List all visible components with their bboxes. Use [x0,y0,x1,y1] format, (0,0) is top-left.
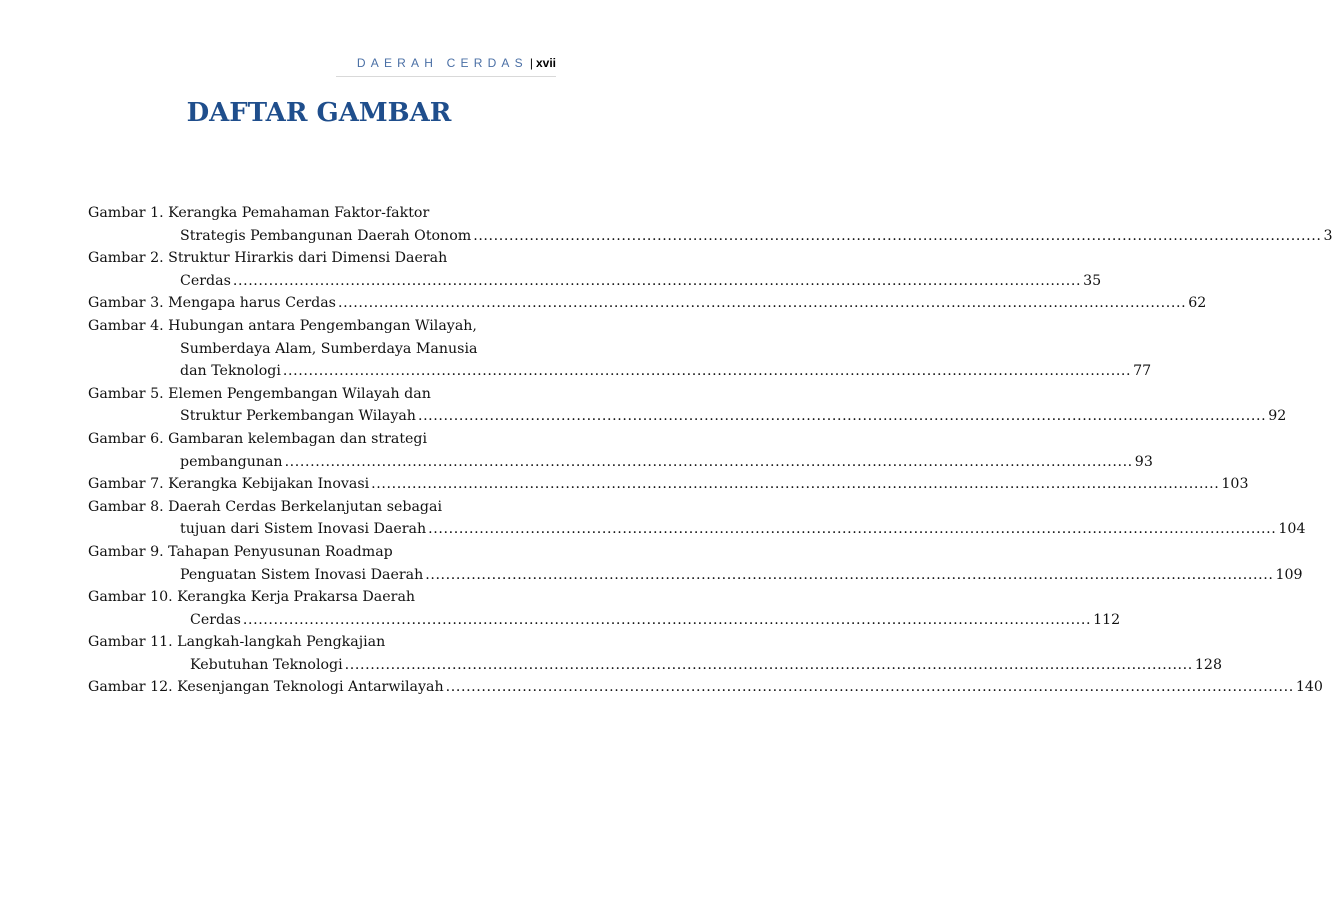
leader-dots [283,360,1131,383]
entry-title-continued: tujuan dari Sistem Inovasi Daerah [180,521,427,538]
entry-title-continued: pembangunan [180,453,283,470]
list-item[interactable] [88,541,556,564]
entry-page: 77 [1133,363,1152,380]
entry-label: Gambar 4. [88,317,164,334]
page-title: DAFTAR GAMBAR [186,98,452,128]
list-item[interactable] [88,247,556,270]
list-item[interactable] [88,676,1323,699]
entry-title: Elemen Pengembangan Wilayah dan [168,385,431,402]
entry-label: Gambar 8. [88,498,164,515]
entry-label: Gambar 3. [88,295,164,312]
entry-page: 140 [1295,679,1323,696]
list-item[interactable] [88,202,556,225]
list-item[interactable] [88,473,1249,496]
leader-dots [285,451,1133,474]
list-item-continuation[interactable] [88,225,1332,248]
list-item[interactable] [88,383,556,406]
entry-page: 104 [1278,521,1306,538]
entry-page: 109 [1275,566,1303,583]
leader-dots [425,564,1273,587]
entry-title-continued: dan Teknologi [180,363,281,380]
list-item[interactable] [88,315,556,338]
leader-dots [418,405,1266,428]
header-rule [336,76,556,77]
leader-dots [473,225,1321,248]
list-item-continuation[interactable] [88,270,1102,293]
entry-title-continued: Struktur Perkembangan Wilayah [180,408,416,425]
entry-title-continued: Penguatan Sistem Inovasi Daerah [180,566,424,583]
header-page-number: xvii [535,56,556,70]
list-item-continuation[interactable] [88,405,1287,428]
entry-title-continued: Sumberdaya Alam, Sumberdaya Manusia [180,340,478,357]
list-item-continuation[interactable] [88,564,1303,587]
entry-label: Gambar 5. [88,385,164,402]
entry-label: Gambar 9. [88,543,164,560]
running-header [357,56,556,70]
entry-title: Tahapan Penyusunan Roadmap [168,543,393,560]
leader-dots [338,292,1186,315]
entry-title-continued: Cerdas [190,611,241,628]
list-item-continuation[interactable] [88,654,1222,677]
entry-page: 62 [1188,295,1207,312]
list-item-continuation[interactable] [88,451,1153,474]
entry-label: Gambar 2. [88,250,164,267]
entry-label: Gambar 11. [88,634,173,651]
list-item[interactable] [88,631,556,654]
entry-label: Gambar 12. [88,679,173,696]
entry-label: Gambar 10. [88,589,173,606]
list-item[interactable] [88,586,556,609]
entry-page: 112 [1093,611,1121,628]
entry-title: Kerangka Kebijakan Inovasi [168,476,370,493]
running-title: DAERAH CERDAS [356,56,528,70]
list-item[interactable] [88,496,556,519]
entry-title: Hubungan antara Pengembangan Wilayah, [168,317,477,334]
leader-dots [243,609,1091,632]
entry-title: Daerah Cerdas Berkelanjutan sebagai [168,498,442,515]
figure-list [88,202,1332,699]
entry-page: 3 [1323,227,1332,244]
entry-title: Langkah-langkah Pengkajian [177,634,386,651]
list-item[interactable] [88,428,556,451]
entry-title: Kerangka Pemahaman Faktor-faktor [168,205,430,221]
leader-dots [233,270,1081,293]
leader-dots [371,473,1219,496]
list-item-continuation[interactable] [88,338,556,361]
entry-page: 93 [1134,453,1153,470]
entry-title-continued: Cerdas [180,272,231,289]
entry-label: Gambar 1. [88,205,164,221]
list-item-continuation[interactable] [88,360,1152,383]
leader-dots [345,654,1193,677]
entry-title: Kerangka Kerja Prakarsa Daerah [177,589,416,606]
entry-page: 128 [1194,656,1222,673]
list-item[interactable] [88,292,1207,315]
entry-title: Kesenjangan Teknologi Antarwilayah [177,679,444,696]
entry-title: Gambaran kelembagan dan strategi [168,430,428,447]
entry-page: 35 [1083,272,1102,289]
entry-title-continued: Kebutuhan Teknologi [190,656,343,673]
entry-page: 103 [1221,476,1249,493]
entry-title: Mengapa harus Cerdas [168,295,336,312]
entry-label: Gambar 7. [88,476,164,493]
header-separator: | [529,56,533,70]
leader-dots [446,676,1294,699]
entry-title-continued: Strategis Pembangunan Daerah Otonom [180,227,472,244]
list-item-continuation[interactable] [88,609,1121,632]
entry-page: 92 [1268,408,1287,425]
entry-label: Gambar 6. [88,430,164,447]
leader-dots [428,518,1276,541]
entry-title: Struktur Hirarkis dari Dimensi Daerah [168,250,448,267]
list-item-continuation[interactable] [88,518,1306,541]
